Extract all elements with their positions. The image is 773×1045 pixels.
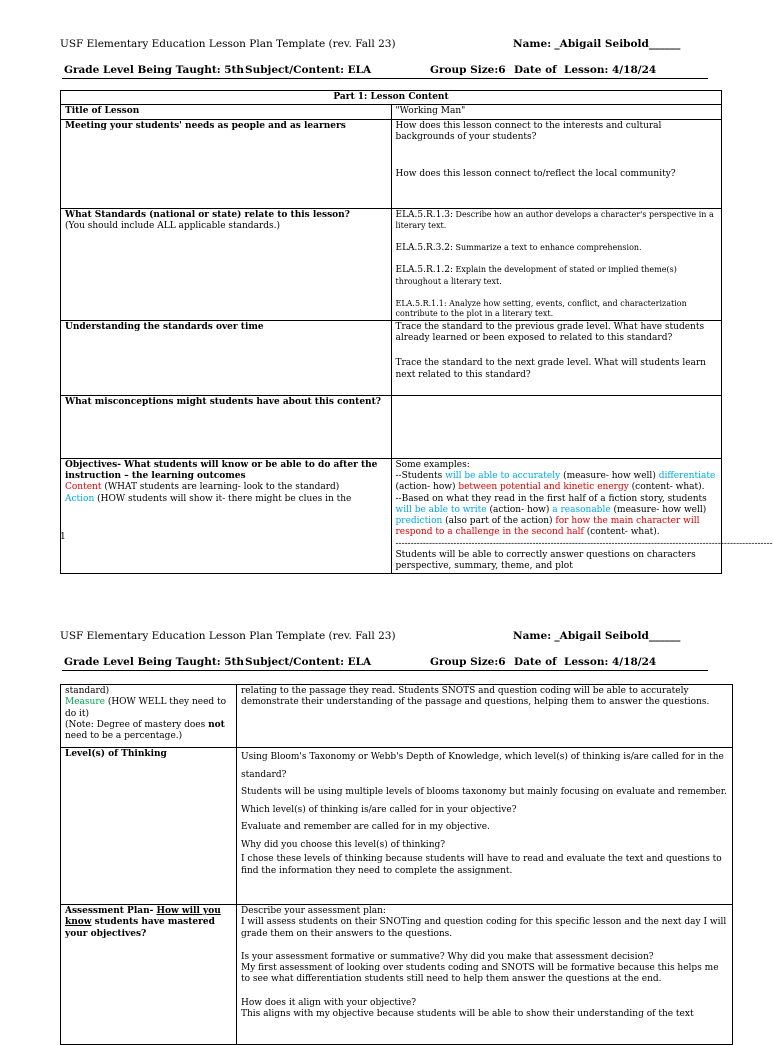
assessment-field[interactable]: Describe your assessment plan: I will assess students on their SNOTing and question coding for this specific lesson and the next day I will grade them on their answers to the questions. Is your assessment formative or summative? Why did you make that assessment decision? My first assessment of looking over students coding and SNOTS will be formative because this helps me to see what differentiation students still need to help them answer the questions at the end. How does it align with your objective? This aligns with my objective because students will be able to show their understanding of the text xyxy=(237,905,733,1045)
levels-field[interactable]: Using Bloom's Taxonomy or Webb's Depth of Knowledge, which level(s) of thinking is/are called for in the standard? Students will be using multiple levels of blooms taxonomy but mainly focusing on evaluate and remember. Which level(s) of thinking is/are called for in your objective? Evaluate and remember are called for in my objective. Why did you choose this level(s) of thinking? I chose these levels of thinking because students will have to read and evaluate the text and questions to find the information they need to complete the assignment. xyxy=(237,748,733,905)
misconceptions-label: What misconceptions might students have about this content? xyxy=(61,395,392,458)
group-size-2: Group Size:6 xyxy=(430,656,506,668)
overtime-field[interactable]: Trace the standard to the previous grade level. What have students already learned or been exposed to related to this standard? Trace the standard to the next grade level. What will students learn next related to this standard? xyxy=(391,320,722,395)
lesson-meta-row xyxy=(62,64,708,79)
lesson-date-2: Date of Lesson: 4/18/24 xyxy=(514,656,657,668)
standards-label: What Standards (national or state) relate to this lesson? (You should include ALL applicable standards.) xyxy=(61,208,392,320)
needs-field[interactable]: How does this lesson connect to the interests and cultural backgrounds of your students? How does this lesson connect to/reflect the local community? xyxy=(391,119,722,208)
objectives-label-cont: standard) Measure (HOW WELL they need to do it) (Note: Degree of mastery does not need to be a percentage.) xyxy=(61,685,237,748)
header-title: USF Elementary Education Lesson Plan Template (rev. Fall 23) xyxy=(60,38,396,50)
objectives-field-cont[interactable]: relating to the passage they read. Students SNOTS and question coding will be able to accurately demonstrate their understanding of the passage and questions, helping them to answer the questions. xyxy=(237,685,733,748)
needs-label: Meeting your students' needs as people and as learners xyxy=(61,119,392,208)
misconceptions-field[interactable] xyxy=(391,395,722,458)
lesson-content-table-2 xyxy=(60,684,733,1045)
group-size: Group Size:6 xyxy=(430,64,506,76)
subject-content: Subject/Content: ELA xyxy=(245,64,372,76)
subject-content-2: Subject/Content: ELA xyxy=(245,656,372,668)
title-label: Title of Lesson xyxy=(61,105,392,119)
lesson-date: Date of Lesson: 4/18/24 xyxy=(514,64,657,76)
grade-level-2: Grade Level Being Taught: 5th xyxy=(64,656,245,668)
grade-level: Grade Level Being Taught: 5th xyxy=(64,64,245,76)
standards-field[interactable]: ELA.5.R.1.3: Describe how an author develops a character's perspective in a literary text. ELA.5.R.3.2: Summarize a text to enhance comprehension. ELA.5.R.1.2: Explain the development of stated or implied theme(s) throughout a literary text. ELA.5.R.1.1: Analyze how setting, events, conflict, and characterization contribute to the plot in a literary text. xyxy=(391,208,722,320)
header-name: Name: _Abigail Seibold______ xyxy=(513,38,681,50)
header-name-2: Name: _Abigail Seibold______ xyxy=(513,630,681,642)
header-title-2: USF Elementary Education Lesson Plan Template (rev. Fall 23) xyxy=(60,630,396,642)
assessment-label: Assessment Plan- How will you know students have mastered your objectives? xyxy=(61,905,237,1045)
page-number: 1 xyxy=(60,532,66,542)
levels-label: Level(s) of Thinking xyxy=(61,748,237,905)
objectives-label: Objectives- What students will know or be able to do after the instruction – the learning outcomes Content (WHAT students are learning- look to the standard) Action (HOW students will show it- there might be clues in the xyxy=(61,458,392,574)
title-value: "Working Man" xyxy=(391,105,722,119)
lesson-meta-row-2 xyxy=(62,656,708,671)
overtime-label: Understanding the standards over time xyxy=(61,320,392,395)
objectives-field[interactable]: Some examples: --Students will be able to accurately (measure- how well) differentiate (action- how) between potential and kinetic energy (content- what). --Based on what they read in the first half of a fiction story, students will be able to write (action- how) a reasonable (measure- how well) prediction (also part of the action) for how the main character will respond to a challenge in the second half (content- what). ---------------------------------------------------------------------------------------------------------------------------- Students will be able to correctly answer questions on characters perspective, summary, theme, and plot xyxy=(391,458,722,574)
part-title: Part 1: Lesson Content xyxy=(61,91,722,105)
lesson-content-table xyxy=(60,90,773,574)
